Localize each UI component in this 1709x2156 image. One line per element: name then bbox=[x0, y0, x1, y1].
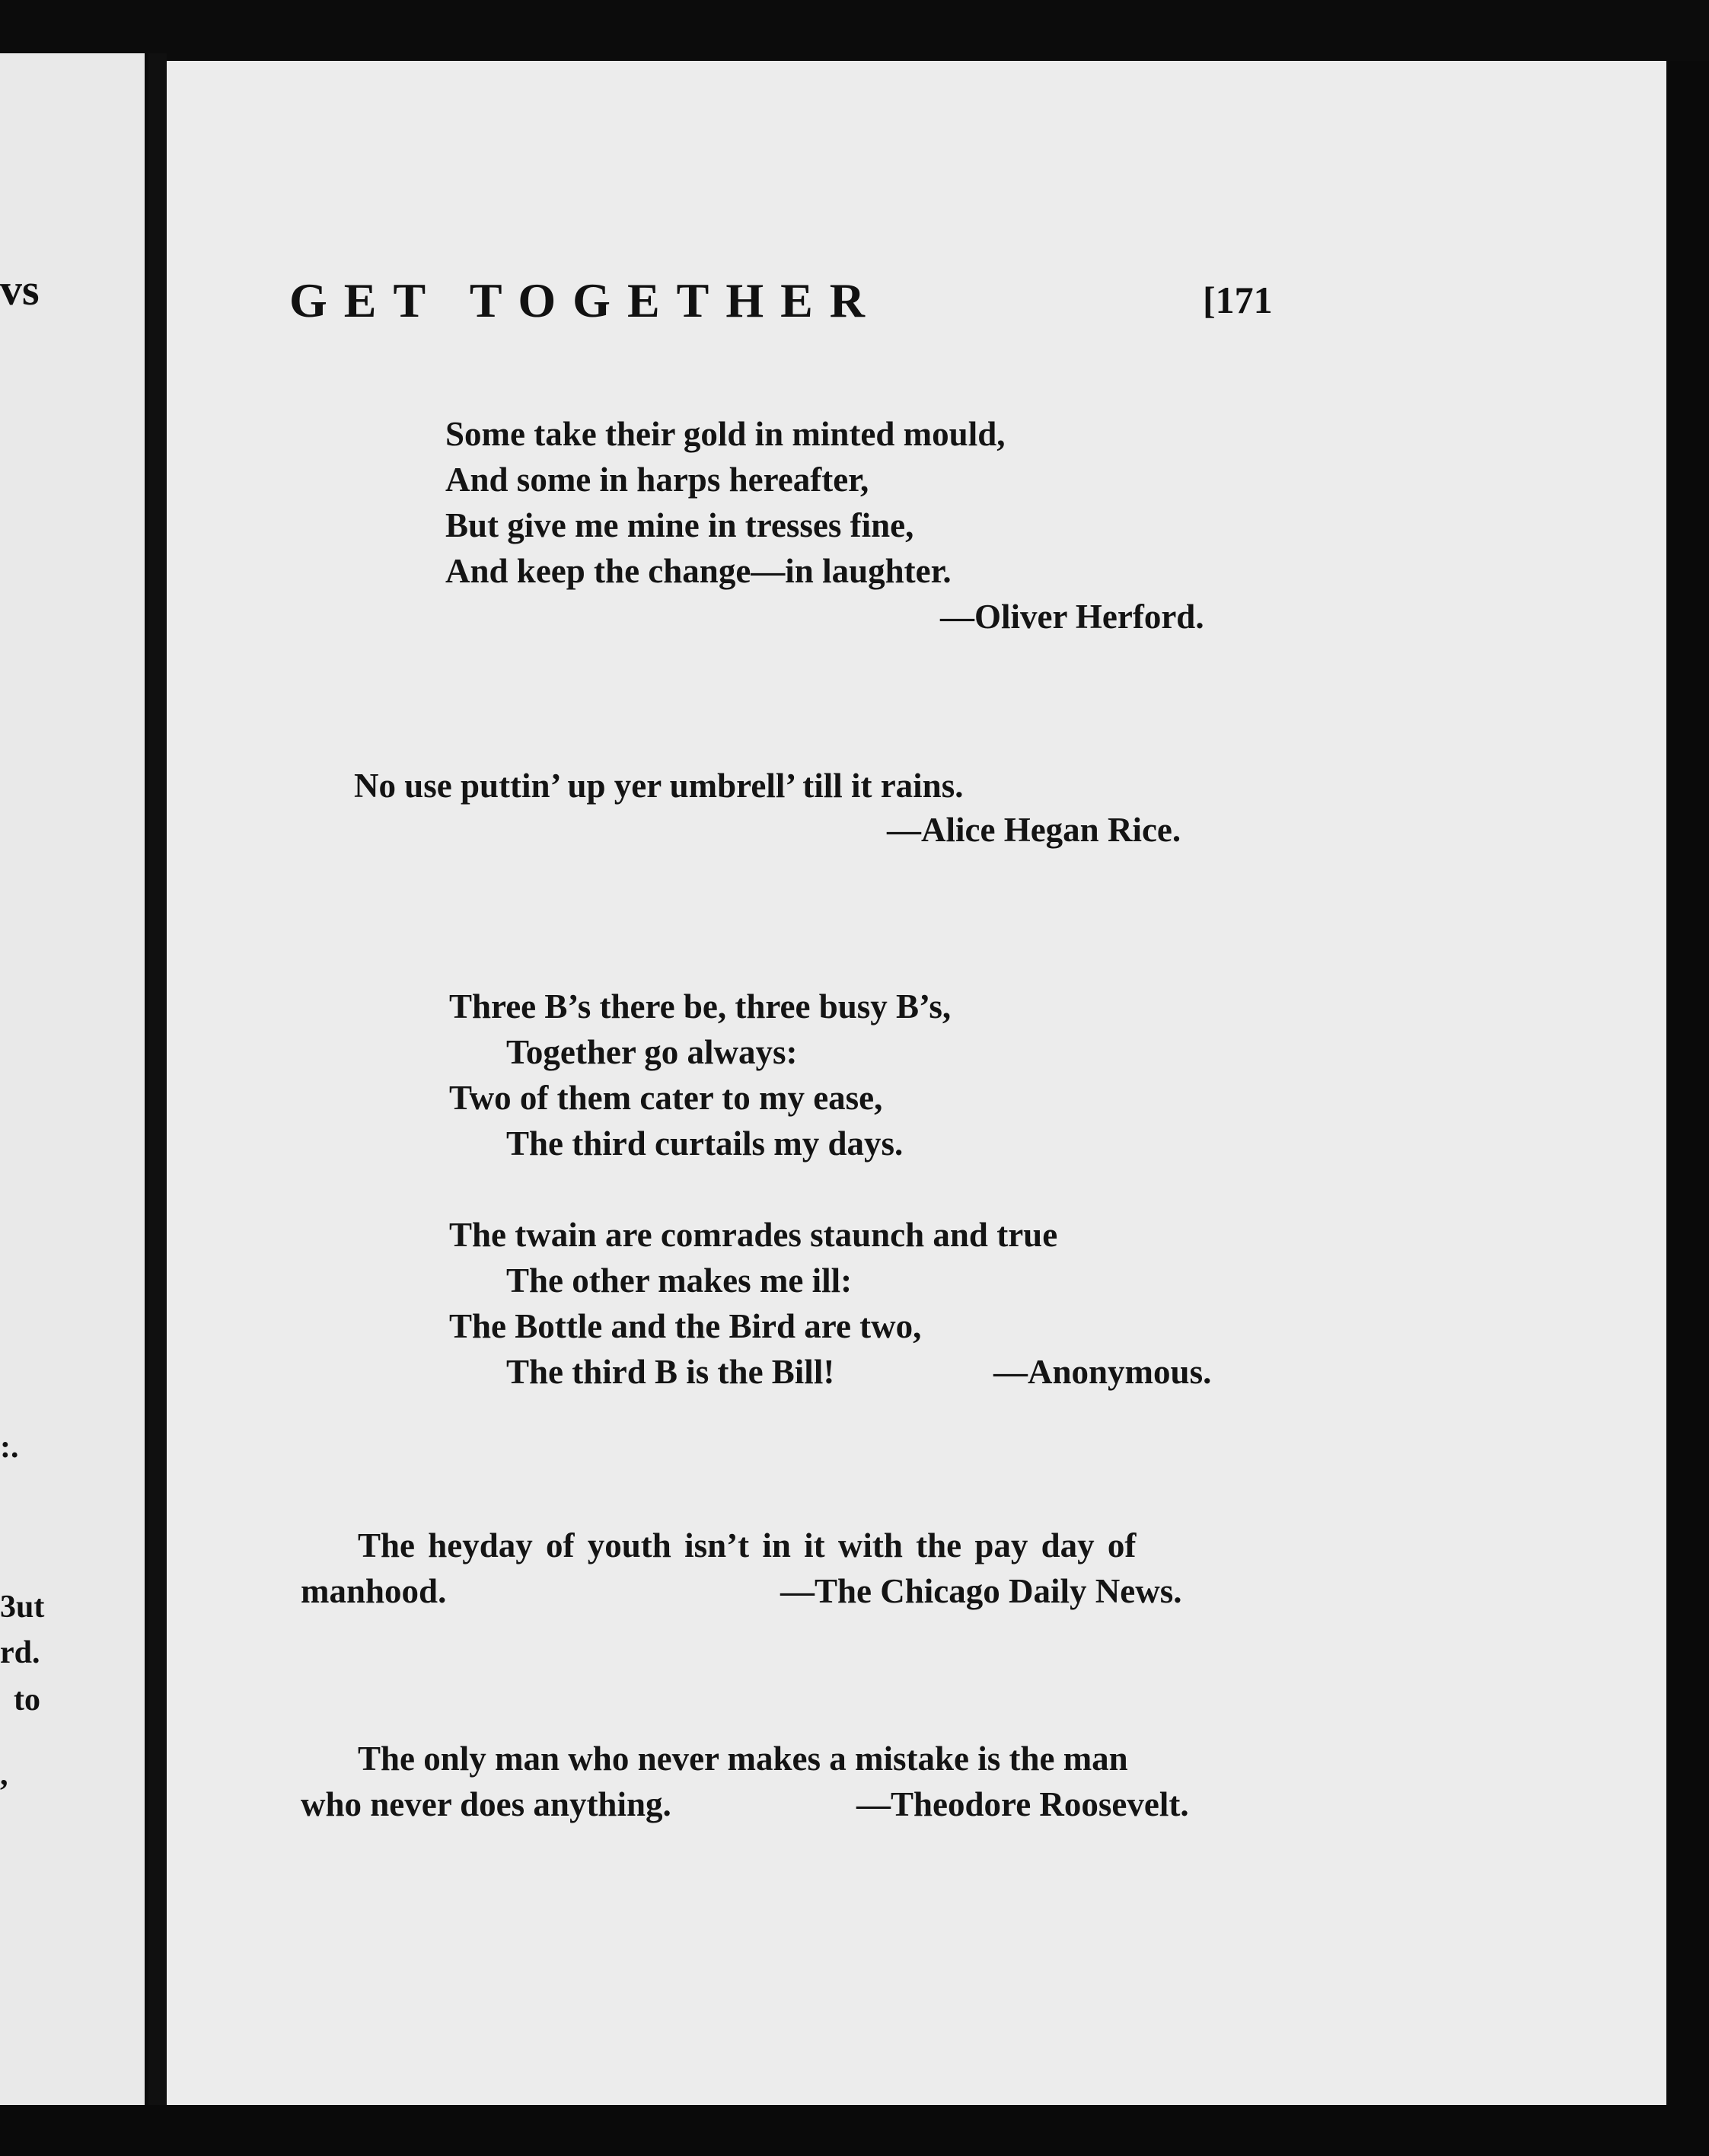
facing-page bbox=[0, 53, 145, 2105]
attribution: —Theodore Roosevelt. bbox=[856, 1785, 1189, 1823]
verse-line: Together go always: bbox=[506, 1033, 798, 1071]
scan-border-bottom bbox=[0, 2105, 1709, 2156]
attribution: —The Chicago Daily News. bbox=[780, 1572, 1182, 1610]
facing-page-fragment: 3ut bbox=[0, 1590, 45, 1625]
verse-line: The twain are comrades staunch and true bbox=[449, 1216, 1058, 1254]
attribution: —Oliver Herford. bbox=[940, 598, 1204, 636]
verse-line: The Bottle and the Bird are two, bbox=[449, 1307, 922, 1345]
verse-line: Three B’s there be, three busy B’s, bbox=[449, 987, 952, 1025]
running-head: GET TOGETHER bbox=[289, 273, 882, 327]
verse-line: And keep the change—in laughter. bbox=[445, 552, 952, 590]
attribution: —Anonymous. bbox=[993, 1353, 1212, 1391]
verse-line: But give me mine in tresses fine, bbox=[445, 506, 914, 544]
quote-text: No use puttin’ up yer umbrell’ till it rains. bbox=[354, 767, 964, 805]
facing-page-fragment: , bbox=[0, 1757, 8, 1792]
scan-border-right bbox=[1666, 61, 1709, 2156]
quote-text: The only man who never makes a mistake is the man bbox=[358, 1740, 1128, 1778]
facing-page-fragment: rd. bbox=[0, 1635, 40, 1670]
verse-line: The third curtails my days. bbox=[506, 1124, 904, 1163]
facing-page-fragment: vs bbox=[0, 265, 40, 314]
attribution: —Alice Hegan Rice. bbox=[887, 811, 1181, 849]
verse-line: The third B is the Bill! bbox=[506, 1353, 835, 1391]
verse-line: Two of them cater to my ease, bbox=[449, 1079, 883, 1117]
quote-text: The heyday of youth isn’t in it with the pay day of bbox=[358, 1526, 1137, 1564]
page-number: [171 bbox=[1203, 279, 1273, 321]
verse-line: The other makes me ill: bbox=[506, 1261, 853, 1300]
book-gutter bbox=[148, 53, 167, 2109]
facing-page-fragment: to bbox=[14, 1682, 40, 1717]
verse-line: And some in harps hereafter, bbox=[445, 461, 869, 499]
quote-text: who never does anything. bbox=[301, 1785, 671, 1823]
facing-page-fragment: :. bbox=[0, 1430, 19, 1465]
quote-text: manhood. bbox=[301, 1572, 447, 1610]
verse-line: Some take their gold in minted mould, bbox=[445, 415, 1006, 453]
